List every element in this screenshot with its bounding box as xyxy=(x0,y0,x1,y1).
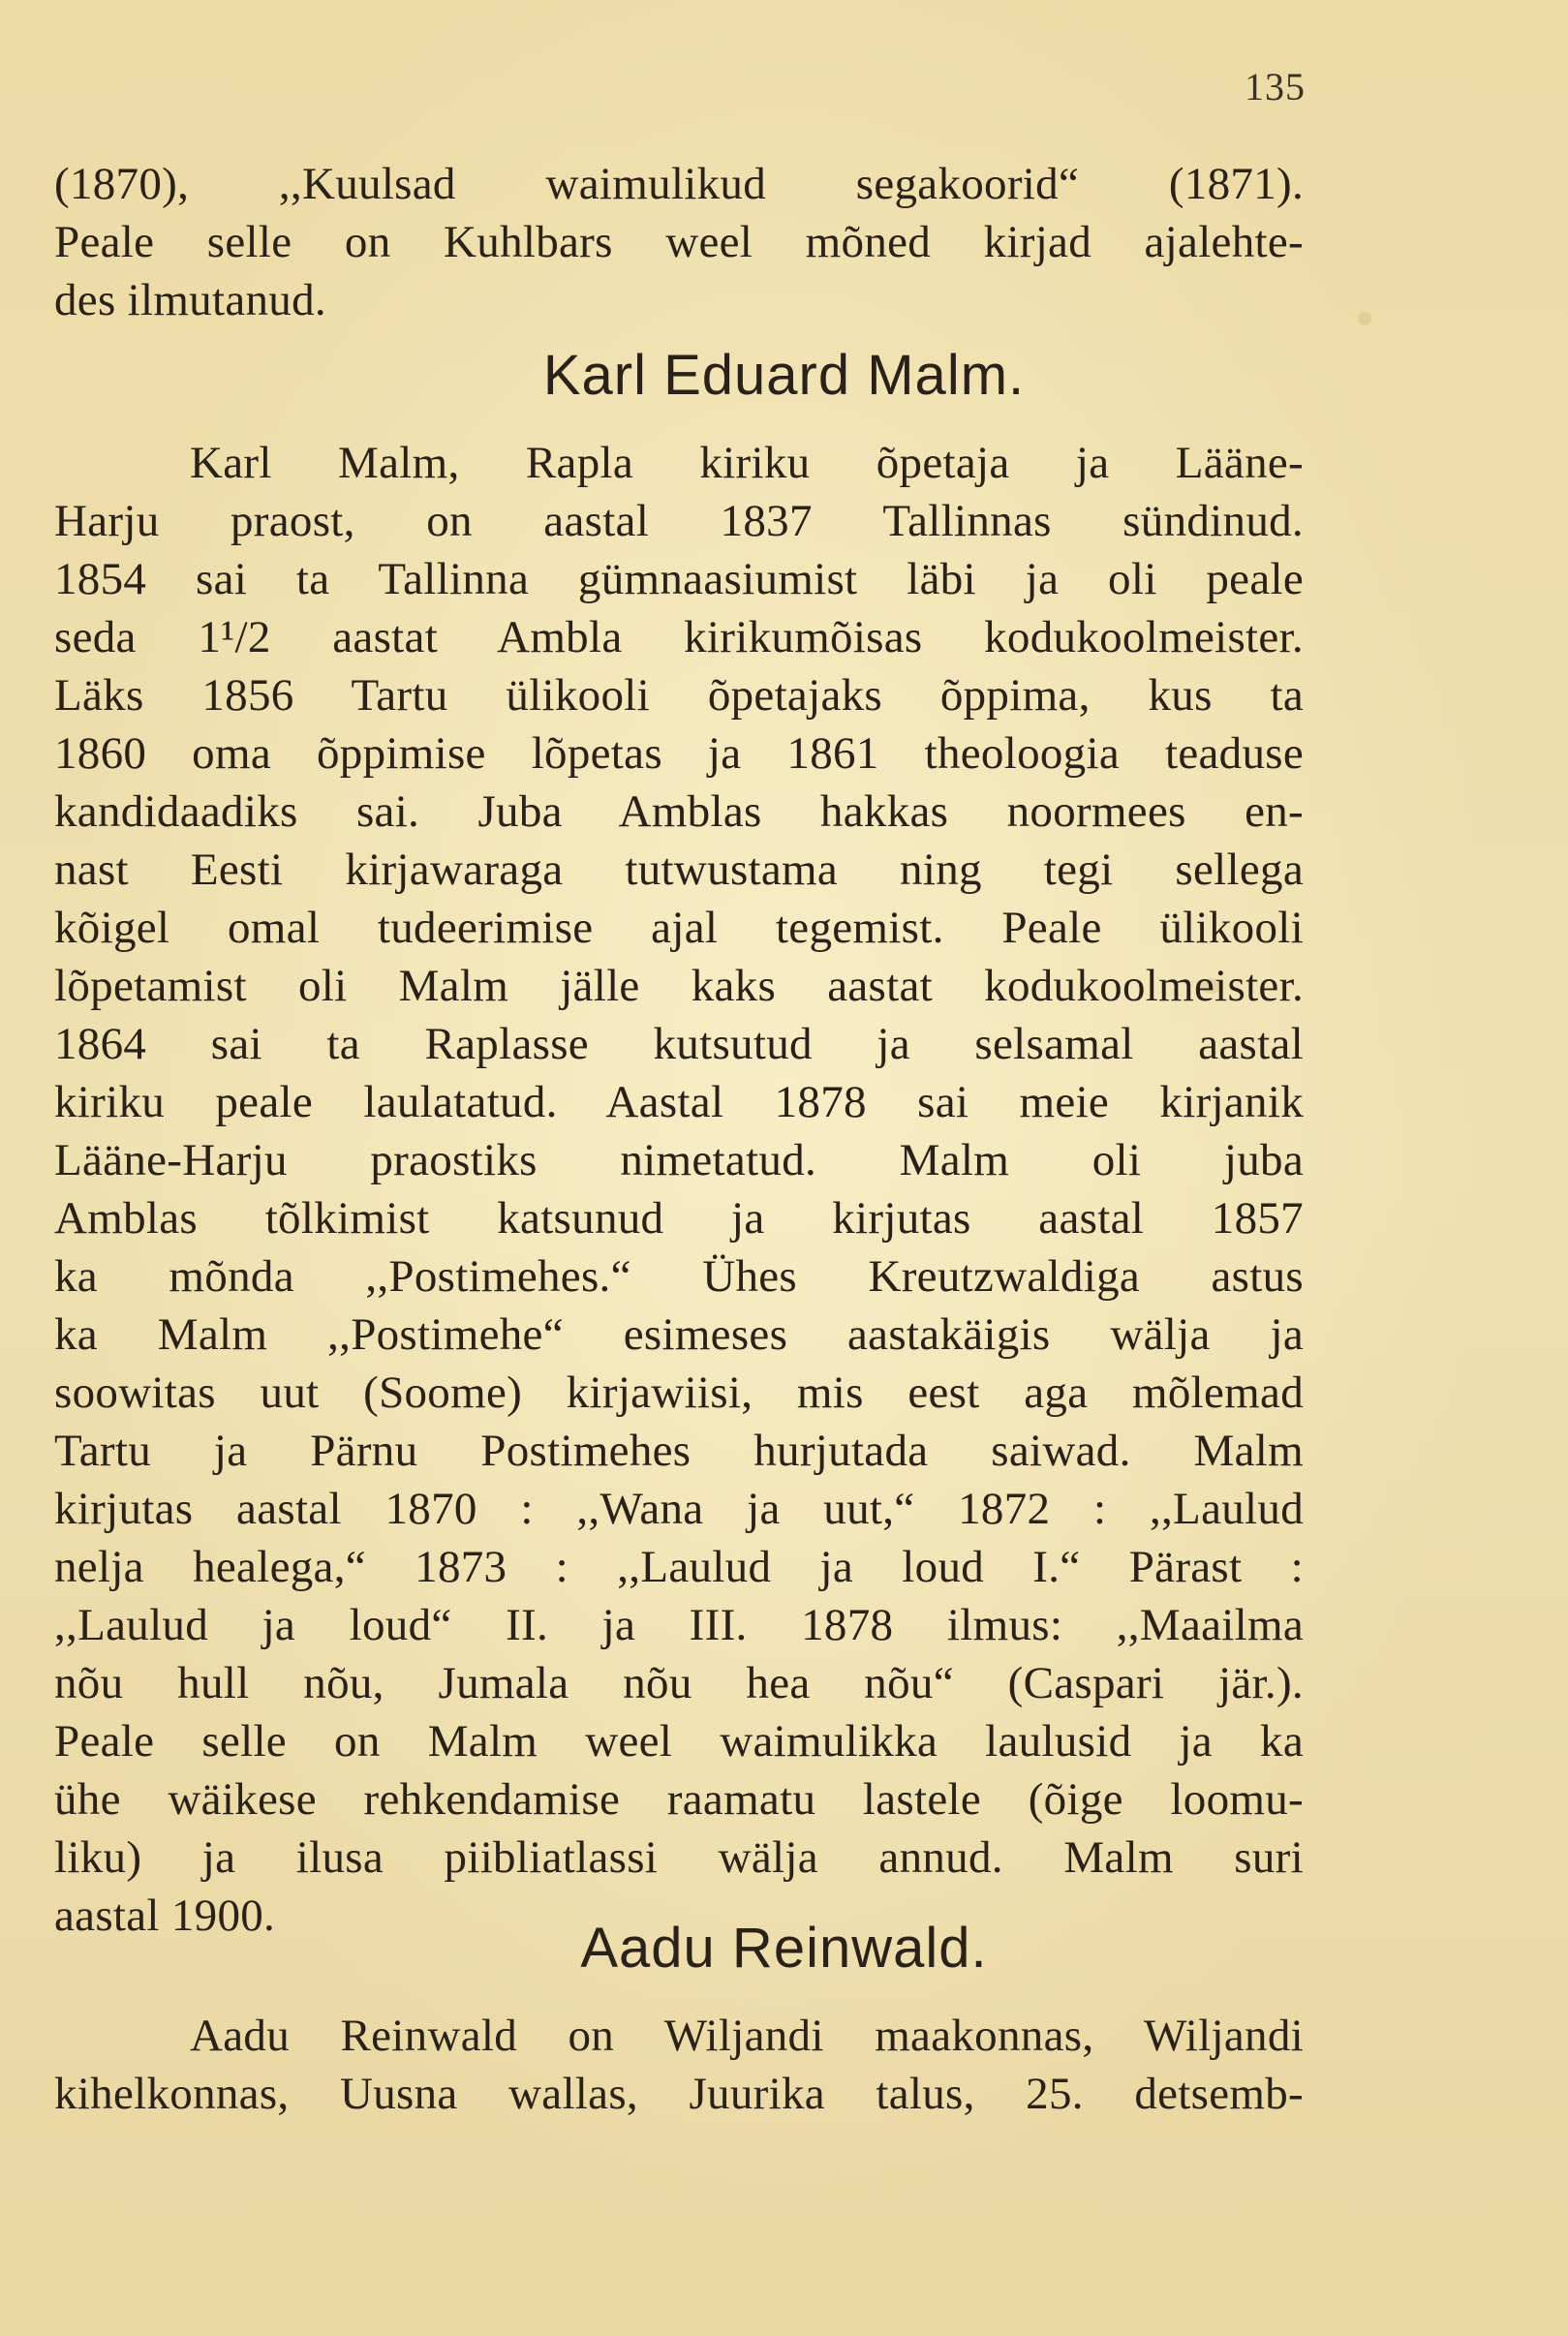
text-line: aastal 1900. xyxy=(54,1890,276,1941)
text-line: 1864 sai ta Raplasse kutsutud ja selsamal aastal xyxy=(54,1019,1304,1069)
text-line: kirjutas aastal 1870 : ,,Wana ja uut,“ 1872 : ,,Laulud xyxy=(54,1484,1304,1534)
text-line: nõu hull nõu, Jumala nõu hea nõu“ (Caspari jär.). xyxy=(54,1658,1304,1708)
paper-stain xyxy=(1358,312,1371,325)
text-line: (1870), ,,Kuulsad waimulikud segakoorid“ (1871). xyxy=(54,159,1304,209)
intro-paragraph xyxy=(54,155,1304,329)
section-paragraph xyxy=(54,2007,1304,2123)
section-heading: Karl Eduard Malm. xyxy=(542,344,1026,407)
text-line: kõigel omal tudeerimise ajal tegemist. Peale ülikooli xyxy=(54,903,1304,953)
text-line: ka Malm ,,Postimehe“ esimeses aastakäigis wälja ja xyxy=(54,1309,1304,1360)
text-line: kandidaadiks sai. Juba Amblas hakkas noormees en- xyxy=(54,786,1304,837)
text-line: Karl Malm, Rapla kiriku õpetaja ja Lääne- xyxy=(190,438,1304,488)
text-line: nast Eesti kirjawaraga tutwustama ning tegi sellega xyxy=(54,845,1304,895)
text-line: Läks 1856 Tartu ülikooli õpetajaks õppima, kus ta xyxy=(54,670,1304,721)
text-line: ka mõnda ,,Postimehes.“ Ühes Kreutzwaldiga astus xyxy=(54,1251,1304,1302)
text-line: Peale selle on Malm weel waimulikka laulusid ja ka xyxy=(54,1716,1304,1767)
text-line: ,,Laulud ja loud“ II. ja III. 1878 ilmus: ,,Maailma xyxy=(54,1600,1304,1650)
text-line: Amblas tõlkimist katsunud ja kirjutas aastal 1857 xyxy=(54,1193,1304,1244)
text-line: ühe wäikese rehkendamise raamatu lastele (õige loomu- xyxy=(54,1774,1304,1825)
text-line: seda 1¹/2 aastat Ambla kirikumõisas kodukoolmeister. xyxy=(54,612,1304,662)
text-line: Tartu ja Pärnu Postimehes hurjutada saiwad. Malm xyxy=(54,1426,1304,1476)
text-line: soowitas uut (Soome) kirjawiisi, mis eest aga mõlemad xyxy=(54,1368,1304,1418)
text-line: liku) ja ilusa piibliatlassi wälja annud. Malm suri xyxy=(54,1832,1304,1883)
text-line: Harju praost, on aastal 1837 Tallinnas sündinud. xyxy=(54,496,1304,546)
text-line: 1860 oma õppimise lõpetas ja 1861 theoloogia teaduse xyxy=(54,728,1304,779)
text-line: nelja healega,“ 1873 : ,,Laulud ja loud I.“ Pärast : xyxy=(54,1542,1304,1592)
text-line: 1854 sai ta Tallinna gümnaasiumist läbi ja oli peale xyxy=(54,554,1304,604)
section-heading: Aadu Reinwald. xyxy=(580,1917,988,1980)
page-number: 135 xyxy=(1245,65,1306,108)
text-line: kihelkonnas, Uusna wallas, Juurika talus, 25. detsemb- xyxy=(54,2069,1304,2119)
text-line: des ilmutanud. xyxy=(54,275,326,325)
text-line: lõpetamist oli Malm jälle kaks aastat kodukoolmeister. xyxy=(54,961,1304,1011)
text-line: kiriku peale laulatatud. Aastal 1878 sai meie kirjanik xyxy=(54,1077,1304,1127)
text-line: Lääne-Harju praostiks nimetatud. Malm oli juba xyxy=(54,1135,1304,1185)
text-line: Peale selle on Kuhlbars weel mõned kirjad ajalehte- xyxy=(54,217,1304,267)
text-line: Aadu Reinwald on Wiljandi maakonnas, Wiljandi xyxy=(190,2011,1304,2061)
section-paragraph xyxy=(54,434,1304,1945)
